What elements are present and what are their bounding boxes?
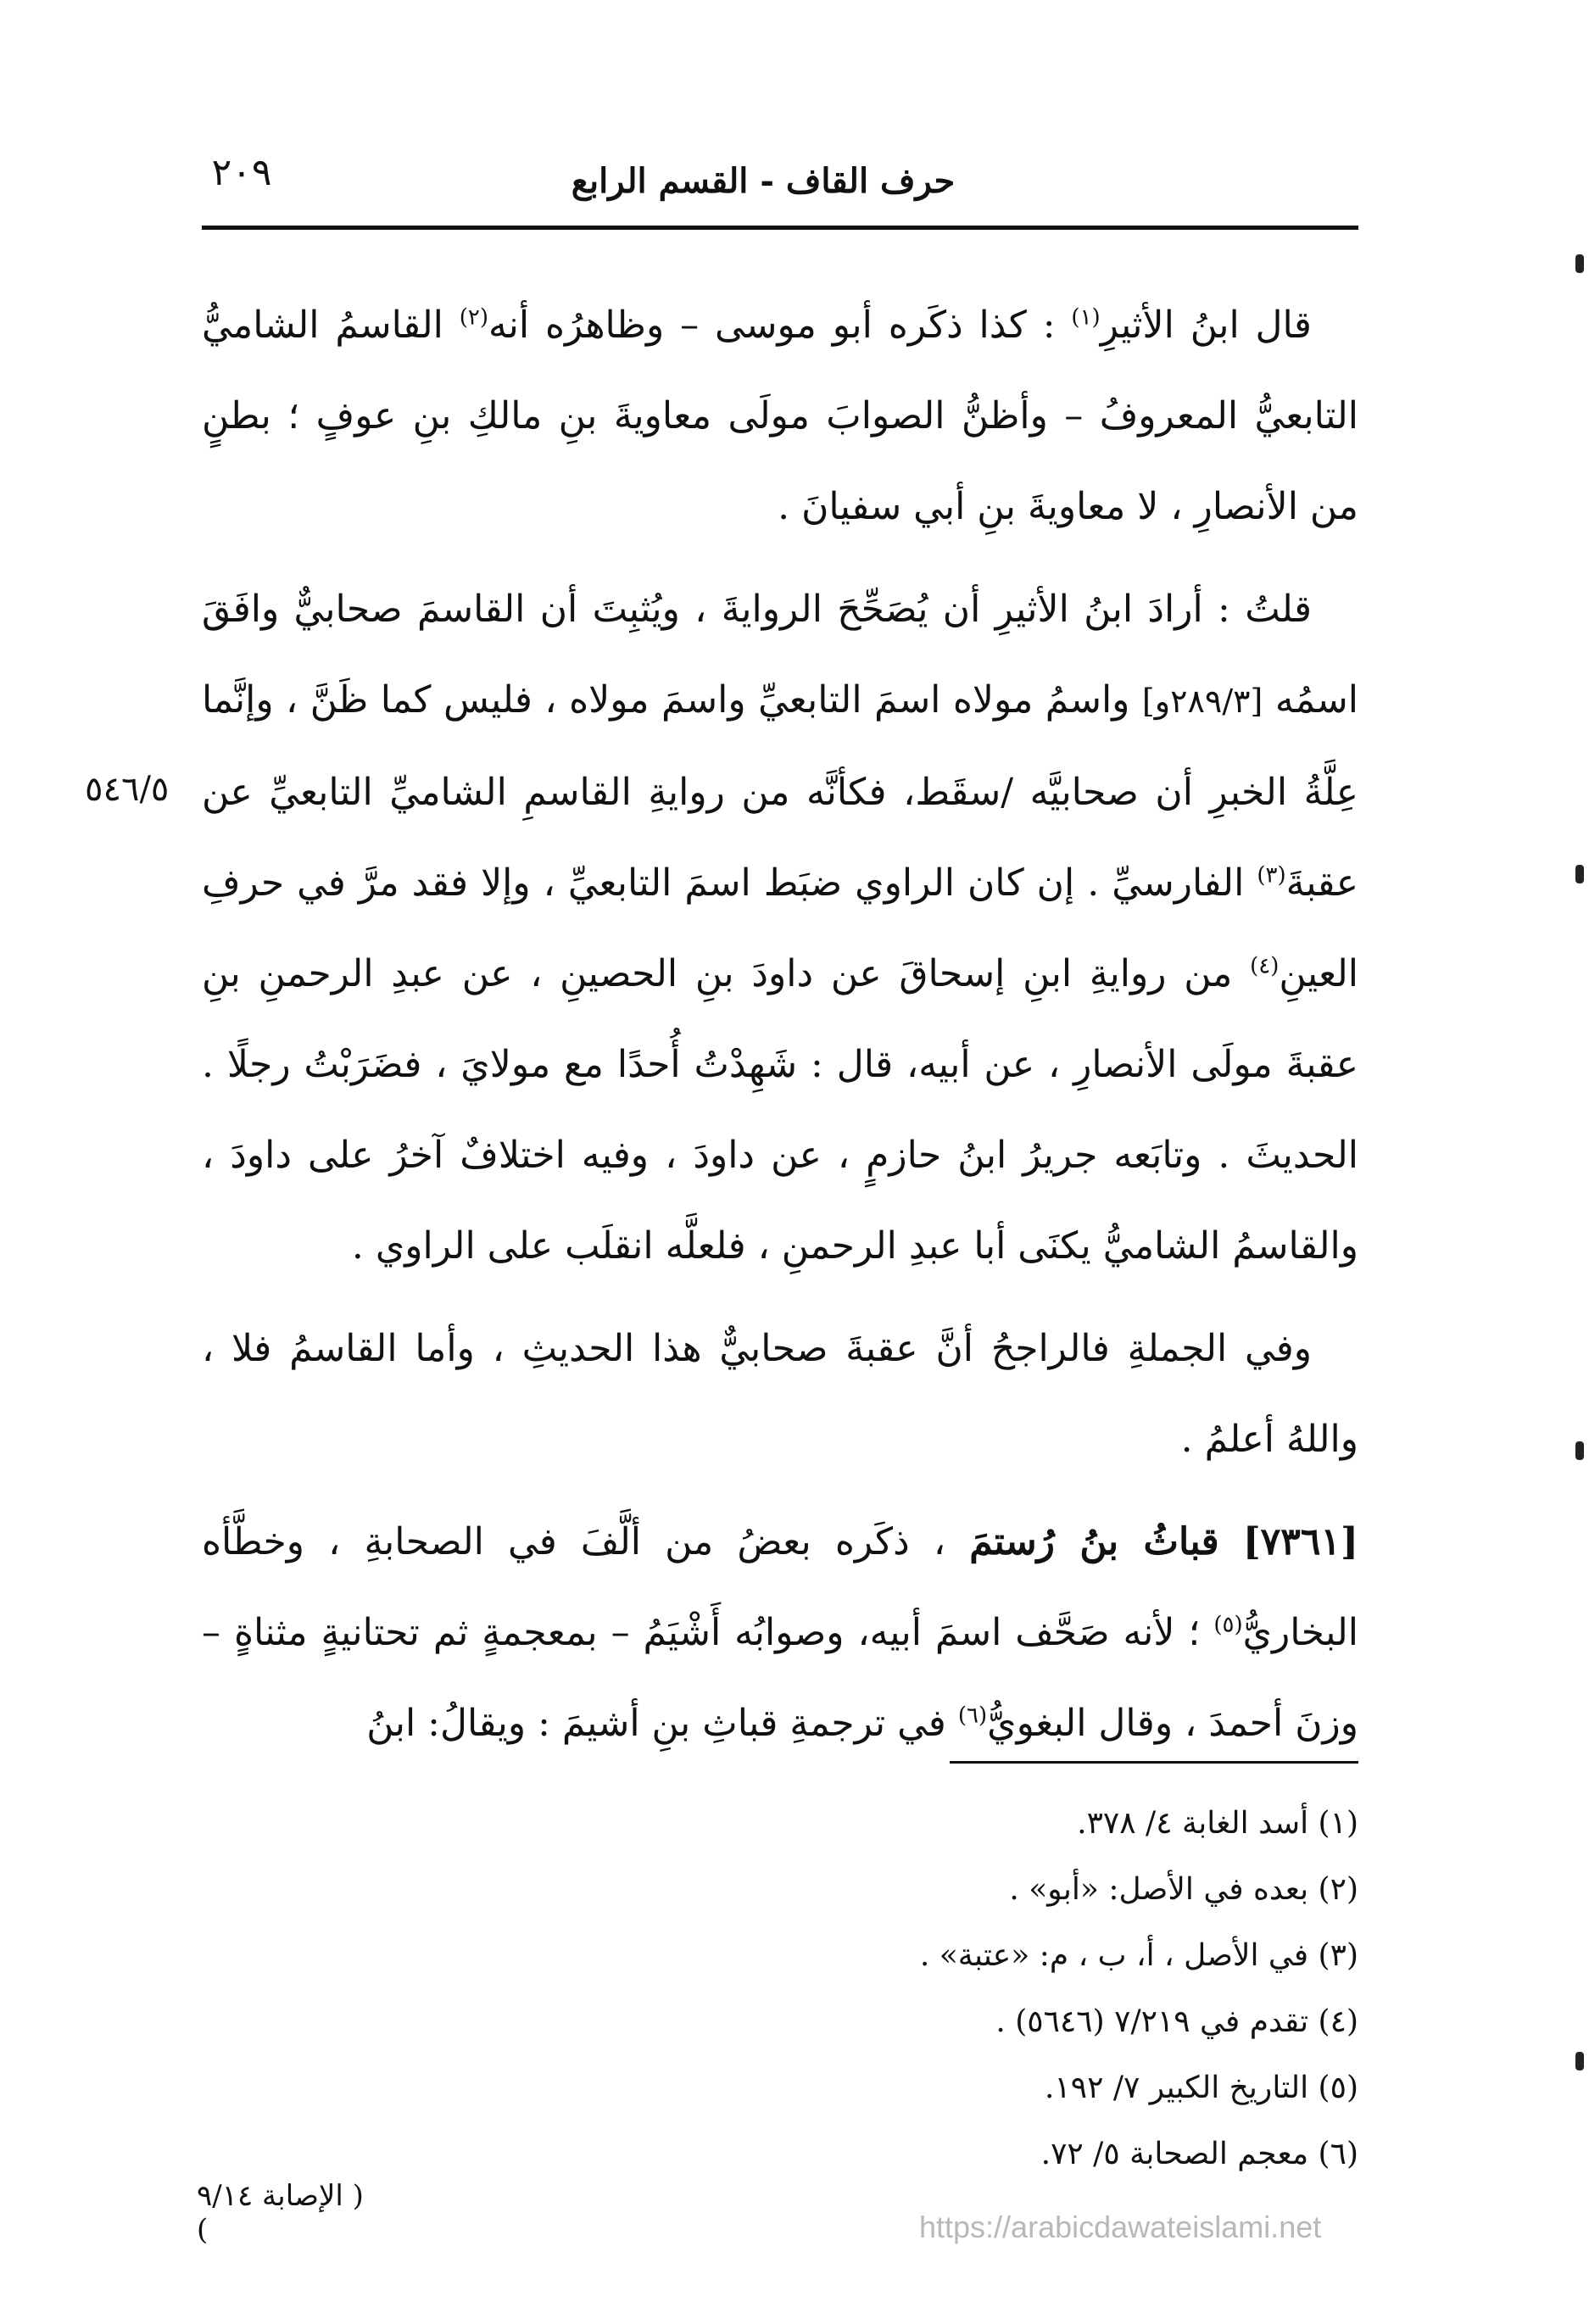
text-span: في ترجمةِ قباثِ بنِ أشيمَ : ويقالُ: ابنُ	[366, 1702, 946, 1745]
footnote-ref: (٦)	[957, 1703, 988, 1729]
entry-number: [٧٣٦١]	[1242, 1520, 1358, 1563]
footnote-ref: (٥)	[1213, 1612, 1243, 1638]
text-span: القاسمُ الشاميُّ التابعيُّ المعروفُ – وأظنُّ الصوابَ مولَى معاويةَ بنِ مالكِ بنِ عوفٍ ؛ بطنٍ من الأنصارِ ، لا معاويةَ بنِ أبي سفيانَ .	[202, 304, 1358, 528]
footnote-ref: (٤)	[1250, 953, 1280, 979]
entry-name: قباثُ بنُ رُستمَ	[969, 1520, 1219, 1563]
scan-mark	[1575, 1441, 1584, 1460]
footnote: (٢) بعده في الأصل: «أبو» .	[1009, 1872, 1358, 1907]
scan-mark	[1575, 254, 1584, 273]
text-span: قلتُ : أرادَ ابنُ الأثيرِ أن يُصَحِّحَ الروايةَ ، ويُثبِتَ أن القاسمَ صحابيٌّ وافَقَ اسمُه	[202, 588, 1358, 722]
watermark-url: https://arabicdawateislami.net	[919, 2210, 1322, 2244]
page-number: ٢٠٩	[211, 151, 272, 194]
footnote: (٤) تقدم في ٧/٢١٩ (٥٦٤٦) .	[995, 2004, 1358, 2039]
footnote: (١) أسد الغابة ٤/ ٣٧٨.	[1077, 1806, 1358, 1841]
margin-reference: ٥٤٦/٥	[85, 770, 170, 809]
scan-mark	[1575, 2052, 1584, 2070]
footnote-rule	[950, 1761, 1358, 1764]
paragraph-2	[202, 564, 1358, 1291]
footnote-ref: (٢)	[459, 304, 489, 331]
manuscript-ref: [٢٨٩/٣و]	[1141, 683, 1263, 720]
footnote: (٣) في الأصل ، أ، ب ، م: «عتبة» .	[919, 1938, 1358, 1973]
text-span: قال ابنُ الأثيرِ	[1100, 304, 1312, 347]
text-span: ، ذكَره بعضُ من ألَّفَ في الصحابةِ ، وخطَّأه البخاريُّ	[202, 1520, 1358, 1654]
text-span: من روايةِ ابنِ إسحاقَ عن داودَ بنِ الحصينِ ، عن عبدِ الرحمنِ بنِ عقبةَ مولَى الأنصارِ ، عن أبيه، قال : شَهِدْتُ أُحدًا مع مولايَ ، فضَرَبْتُ رجلًا . الحديثَ . وتابَعه جريرُ ابنُ حازمٍ ، عن داودَ ، وفيه اختلافٌ آخرُ على داودَ ، والقاسمُ الشاميُّ يكنَى أبا عبدِ الرحمنِ ، فلعلَّه انقلَب على الراوي .	[202, 952, 1358, 1268]
paragraph-1	[202, 280, 1358, 552]
text-span: : كذا ذكَره أبو موسى – وظاهرُه أنه	[488, 304, 1056, 347]
text-span: الفارسيِّ . إن كان الراوي ضبَط اسمَ التابعيِّ ، وإلا فقد مرَّ في حرفِ العينِ	[202, 861, 1358, 995]
scan-mark	[1575, 865, 1584, 883]
body-text	[202, 280, 1358, 1781]
entry-paragraph	[202, 1496, 1358, 1769]
footnote: (٦) معجم الصحابة ٥/ ٧٢.	[1040, 2137, 1358, 2171]
footnotes	[763, 1791, 1358, 2187]
footnote: (٥) التاريخ الكبير ٧/ ١٩٢.	[1044, 2070, 1358, 2105]
running-header: حرف القاف - القسم الرابع	[571, 161, 956, 201]
text-span: ؛ لأنه صَحَّف اسمَ أبيه، وصوابُه أَشْيَمُ – بمعجمةٍ ثم تحتانيةٍ مثناةٍ – وزنَ أحمدَ ، وقال البغويُّ	[202, 1611, 1358, 1745]
text-span: واسمُ مولاه اسمَ التابعيِّ واسمَ مولاه ، فليس كما ظَنَّ ، وإنَّما عِلَّةُ الخبرِ أن صحابيَّه /سقَط، فكأنَّه من روايةِ القاسمِ الشاميِّ التابعيِّ عن عقبةَ	[202, 678, 1358, 905]
header-rule	[202, 226, 1358, 230]
footnote-ref: (١)	[1071, 304, 1101, 331]
paragraph-3: وفي الجملةِ فالراجحُ أنَّ عقبةَ صحابيٌّ هذا الحديثِ ، وأما القاسمُ فلا ، واللهُ أعلمُ .	[202, 1327, 1358, 1461]
source-reference: ( الإصابة ٩/١٤ )	[197, 2179, 364, 2247]
footnote-ref: (٣)	[1257, 862, 1286, 889]
